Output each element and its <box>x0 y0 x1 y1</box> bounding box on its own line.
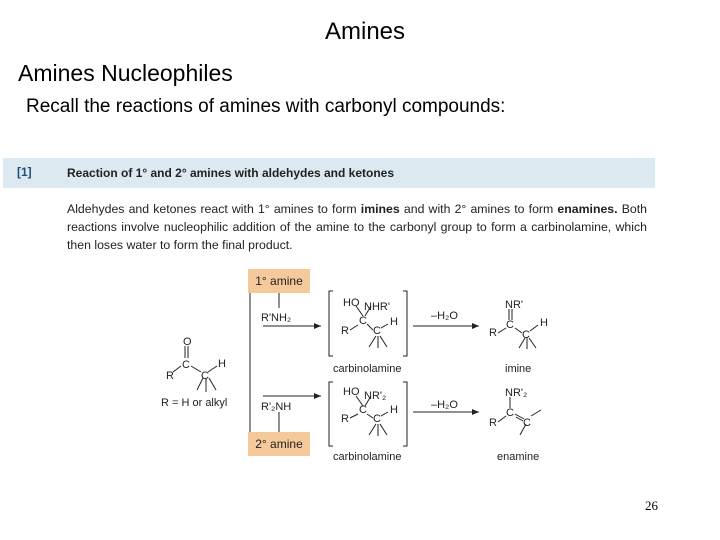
figure-number: [1] <box>17 165 32 179</box>
carbonyl-structure <box>173 346 217 392</box>
secondary-amine-reagent: R'₂NH <box>261 401 292 413</box>
carbinol-h-2: H <box>390 404 398 416</box>
nhr-label: NHR' <box>364 301 390 313</box>
carbinol-alpha-2: C <box>373 413 381 425</box>
enamine-alpha: C <box>523 417 531 429</box>
imine-alpha: C <box>522 329 530 341</box>
imine-label: imine <box>505 363 532 375</box>
carbinolamine-label-2: carbinolamine <box>333 451 402 463</box>
primary-amine-reagent: R'NH₂ <box>261 312 292 324</box>
carbinolamine-label-1: carbinolamine <box>333 363 402 375</box>
carbinol-alpha-1: C <box>373 325 381 337</box>
figure-paragraph: Aldehydes and ketones react with 1° amines to form imines and with 2° amines to form enamines. Both reactions involve nucleophilic addition of the amine to the carbonyl group to form a carbinolamine, which then loses water to form the final product. <box>67 202 648 252</box>
reaction-figure <box>3 150 655 476</box>
carbinol-carbon-1: C <box>359 315 367 327</box>
reaction-scheme <box>3 150 655 476</box>
water-loss-2: –H₂O <box>431 399 458 411</box>
r-group-note: R = H or alkyl <box>161 397 228 409</box>
oxygen-label: O <box>183 336 192 348</box>
r-group-label: R <box>166 370 174 382</box>
alpha-carbon-label: C <box>201 370 209 382</box>
figure-title: Reaction of 1° and 2° amines with aldehydes and ketones <box>67 166 395 180</box>
carbon-label: C <box>182 359 190 371</box>
slide-subtitle: Amines Nucleophiles <box>18 60 233 86</box>
enamine-nr2-label: NR'₂ <box>505 387 528 399</box>
recall-text: Recall the reactions of amines with carbonyl compounds: <box>26 96 506 117</box>
slide-title: Amines <box>324 18 406 45</box>
secondary-amine-box: 2° amine <box>248 432 310 456</box>
hydrogen-label: H <box>218 358 226 370</box>
enamine-carbon: C <box>506 407 514 419</box>
ho-label-1: HO <box>343 297 360 309</box>
primary-amine-box: 1° amine <box>248 269 310 293</box>
imine-h: H <box>540 317 548 329</box>
carbinol-r-1: R <box>341 325 349 337</box>
water-loss-1: –H₂O <box>431 310 458 322</box>
carbinol-carbon-2: C <box>359 404 367 416</box>
imine-carbon: C <box>506 319 514 331</box>
enamine-r: R <box>489 417 497 429</box>
carbinol-h-1: H <box>390 316 398 328</box>
page-number: 26 <box>645 498 658 513</box>
carbinol-r-2: R <box>341 413 349 425</box>
ho-label-2: HO <box>343 386 360 398</box>
nr2-label: NR'₂ <box>364 390 387 402</box>
imine-r: R <box>489 327 497 339</box>
enamine-label: enamine <box>497 451 540 463</box>
imine-nr-label: NR' <box>505 299 523 311</box>
